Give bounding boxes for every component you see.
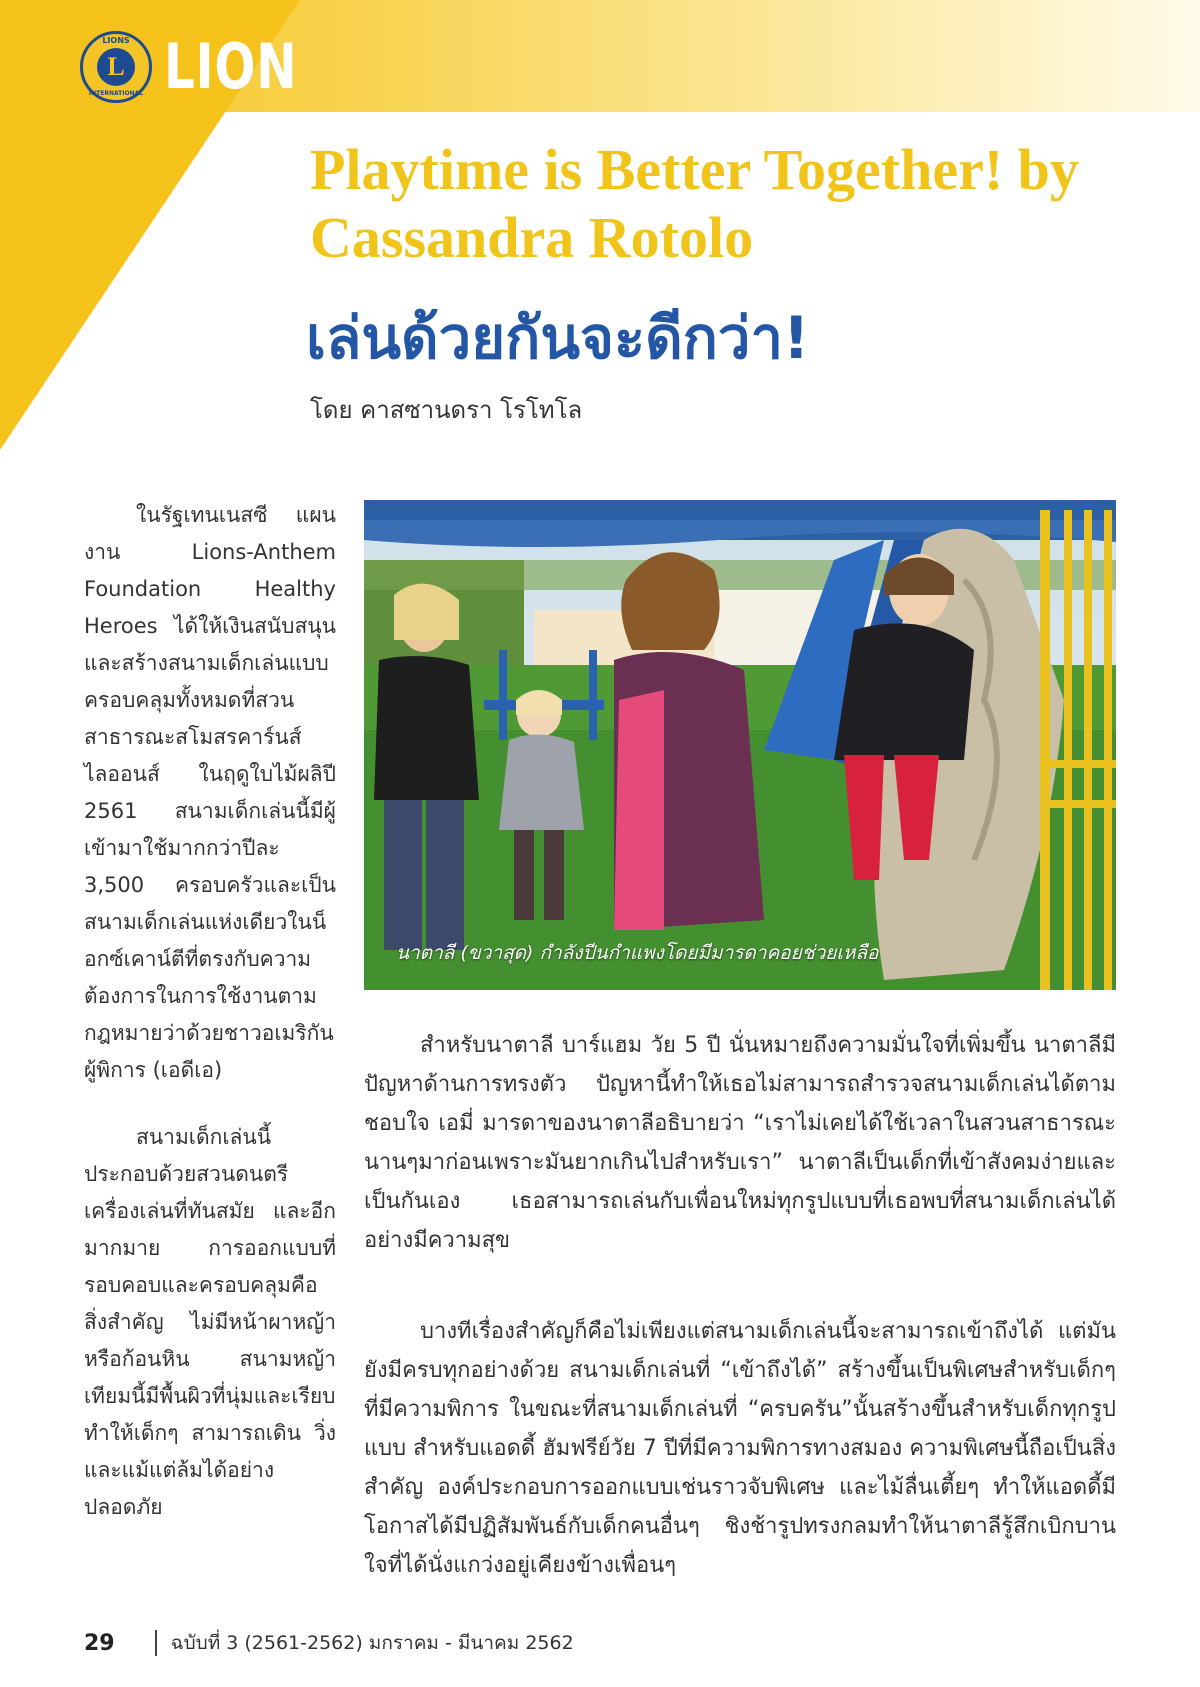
right-paragraph: บางทีเรื่องสำคัญก็คือไม่เพียงแต่สนามเด็กเล่นนี้จะสามารถเข้าถึงได้ แต่มันยังมีครบทุกอย่างด้วย สนามเด็กเล่นที่ “เข้าถึงได้” สร้างขึ้นเป็นพิเศษสำหรับเด็กๆที่มีความพิการ ในขณะที่สนามเด็กเล่นที่ “ครบครัน”นั้นสร้างขึ้นสำหรับเด็กทุกรูปแบบ สำหรับแอดดี้ ฮัมฟรีย์วัย 7 ปีที่มีความพิการทางสมอง ความพิเศษนี้ถือเป็นสิ่งสำคัญ องค์ประกอบการออกแบบเช่นราวจับพิเศษ และไม้ลื่นเตี้ยๆ ทำให้แอดดี้มีโอกาสได้มีปฏิสัมพันธ์กับเด็กคนอื่นๆ ชิงช้ารูปทรงกลมทำให้นาตาลีรู้สึกเบิกบานใจที่ได้นั่งแกว่งอยู่เคียงข้างเพื่อนๆ	[364, 1319, 1116, 1578]
left-paragraph: สนามเด็กเล่นนี้ประกอบด้วยสวนดนตรี เครื่องเล่นที่ทันสมัย และอีกมากมาย การออกแบบที่รอบคอบและครอบคลุมคือสิ่งสำคัญ ไม่มีหน้าผาหญ้า หรือก้อนหิน สนามหญ้าเทียมนี้มีพื้นผิวที่นุ่มและเรียบ ทำให้เด็กๆ สามารถเดิน วิ่ง และแม้แต่ล้มได้อย่างปลอดภัย	[84, 1125, 336, 1519]
emblem-top-text: LIONS	[102, 35, 130, 45]
left-paragraph: ในรัฐเทนเนสซี แผนงาน Lions-Anthem Foundation Healthy Heroes ได้ให้เงินสนับสนุนและสร้างสนามเด็กเล่นแบบครอบคลุมทั้งหมดที่สวนสาธารณะสโมสรคาร์นส์ไลออนส์ ในฤดูใบไม้ผลิปี 2561 สนามเด็กเล่นนี้มีผู้เข้ามาใช้มากกว่าปีละ 3,500 ครอบครัวและเป็นสนามเด็กเล่นแห่งเดียวในน็อกซ์เคาน์ตีที่ตรงกับความต้องการในการใช้งานตามกฎหมายว่าด้วยชาวอเมริกันผู้พิการ (เอดีเอ)	[84, 503, 336, 1082]
page-footer	[84, 1628, 574, 1658]
brand-name: LION	[164, 30, 298, 103]
playground-photo	[364, 500, 1116, 990]
right-paragraph: สำหรับนาตาลี บาร์แฮม วัย 5 ปี นั่นหมายถึงความมั่นใจที่เพิ่มขึ้น นาตาลีมีปัญหาด้านการทรงตัว ปัญหานี้ทำให้เธอไม่สามารถสำรวจสนามเด็กเล่นได้ตามชอบใจ เอมี่ มารดาของนาตาลีอธิบายว่า “เราไม่เคยได้ใช้เวลาในสวนสาธารณะนานๆมาก่อนเพราะมันยากเกินไปสำหรับเรา” นาตาลีเป็นเด็กที่เข้าสังคมง่ายและเป็นกันเอง เธอสามารถเล่นกับเพื่อนใหม่ทุกรูปแบบที่เธอพบที่สนามเด็กเล่นได้อย่างมีความสุข	[364, 1033, 1116, 1253]
article-title-english: Playtime is Better Together! by Cassandra Rotolo	[310, 137, 1079, 270]
footer-divider	[155, 1630, 157, 1656]
emblem-bottom-text: INTERNATIONAL	[88, 89, 144, 97]
emblem-letter: L	[97, 48, 135, 86]
article-title-thai: เล่นด้วยกันจะดีกว่า!	[306, 304, 810, 372]
right-column-text	[364, 1026, 1116, 1637]
masthead-logo	[80, 30, 335, 103]
article-byline: โดย คาสซานดรา โรโทโล	[310, 396, 583, 424]
photo-caption: นาตาลี (ขวาสุด) กำลังปีนกำแพงโดยมีมารดาคอยช่วยเหลือ	[396, 942, 879, 964]
left-column-text	[84, 497, 336, 1556]
issue-info: ฉบับที่ 3 (2561-2562) มกราคม - มีนาคม 2562	[170, 1632, 574, 1654]
page-number: 29	[84, 1630, 115, 1656]
lions-emblem-icon	[80, 31, 152, 103]
